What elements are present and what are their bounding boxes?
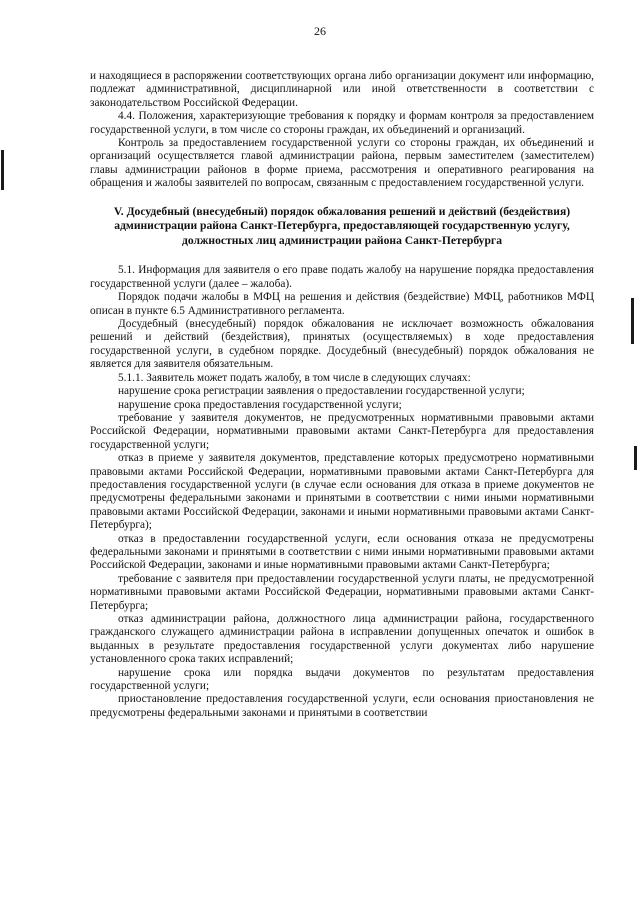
left-margin-mark: [1, 150, 4, 190]
document-body: [90, 70, 594, 720]
right-margin-mark-upper: [631, 298, 634, 344]
paragraph: 5.1. Информация для заявителя о его праве подать жалобу на нарушение порядка предоставления государственной услуги (далее – жалоба).: [90, 264, 594, 290]
list-item: отказ администрации района, должностного лица администрации района, государственного гражданского служащего администрации района в исправлении допущенных опечаток и ошибок в выданных в результате предоставления государственной услуги документах либо нарушение установленного срока таких исправлений;: [90, 613, 594, 666]
list-item: приостановление предоставления государственной услуги, если основания приостановления не предусмотрены федеральными законами и принятыми в соответствии: [90, 693, 594, 719]
list-item: требование у заявителя документов, не предусмотренных нормативными правовыми актами Российской Федерации, нормативными правовыми актами Санкт-Петербурга для предоставления государственной услуги;: [90, 411, 594, 451]
paragraph: 4.4. Положения, характеризующие требования к порядку и формам контроля за предоставлением государственной услуги, в том числе со стороны граждан, их объединений и организаций.: [90, 110, 594, 136]
list-item: нарушение срока регистрации заявления о предоставлении государственной услуги;: [118, 385, 525, 398]
paragraph: Досудебный (внесудебный) порядок обжалования не исключает возможность обжалования решений и действий (бездействия), принятых (осуществляемых) в ходе предоставления государственной услуги, в судебном порядке. Досудебный (внесудебный) порядок обжалования не является для заявителя обязательным.: [90, 318, 594, 371]
list-item: отказ в приеме у заявителя документов, представление которых предусмотрено нормативными правовыми актами Российской Федерации, нормативными правовыми актами Санкт-Петербурга для предоставления государственной услуги (в случае если основания для отказа в приеме документов не предусмотрены федеральными законами и принятыми в соответствии с ними иными нормативными правовыми актами Российской Федерации, законами и иными нормативными правовыми актами Санкт-Петербурга);: [90, 452, 594, 532]
section-heading: V. Досудебный (внесудебный) порядок обжалования решений и действий (бездействия) администрации района Санкт-Петербурга, предоставляющей государственную услугу, должностных лиц администрации района Санкт-Петербурга: [113, 204, 571, 247]
right-margin-mark-lower: [634, 446, 637, 470]
paragraph: и находящиеся в распоряжении соответствующих органа либо организации документ или информацию, подлежат административной, дисциплинарной или иной ответственности в соответствии с законодательством Российской Федерации.: [90, 70, 594, 109]
list-item: требование с заявителя при предоставлении государственной услуги платы, не предусмотренной нормативными правовыми актами Российской Федерации, нормативными правовыми актами Санкт-Петербурга;: [90, 572, 594, 612]
paragraph: Контроль за предоставлением государственной услуги со стороны граждан, их объединений и организаций осуществляется главой администрации района, первым заместителем (заместителем) главы администрации районов в форме приема, рассмотрения и оперативного реагирования на обращения и жалобы заявителей по вопросам, связанным с предоставлением государственной услуги.: [90, 137, 594, 190]
paragraph: 5.1.1. Заявитель может подать жалобу, в том числе в следующих случаях:: [118, 371, 471, 384]
list-item: нарушение срока предоставления государственной услуги;: [118, 398, 402, 411]
list-item: отказ в предоставлении государственной услуги, если основания отказа не предусмотрены федеральными законами и принятыми в соответствии с ними иными нормативными правовыми актами Российской Федерации, законами и иные нормативными правовыми актами Санкт-Петербурга;: [90, 532, 594, 572]
paragraph: Порядок подачи жалобы в МФЦ на решения и действия (бездействие) МФЦ, работников МФЦ описан в пункте 6.5 Административного регламента.: [90, 291, 594, 317]
list-item: нарушение срока или порядка выдачи документов по результатам предоставления государственной услуги;: [90, 666, 594, 693]
page-number: 26: [314, 24, 326, 38]
